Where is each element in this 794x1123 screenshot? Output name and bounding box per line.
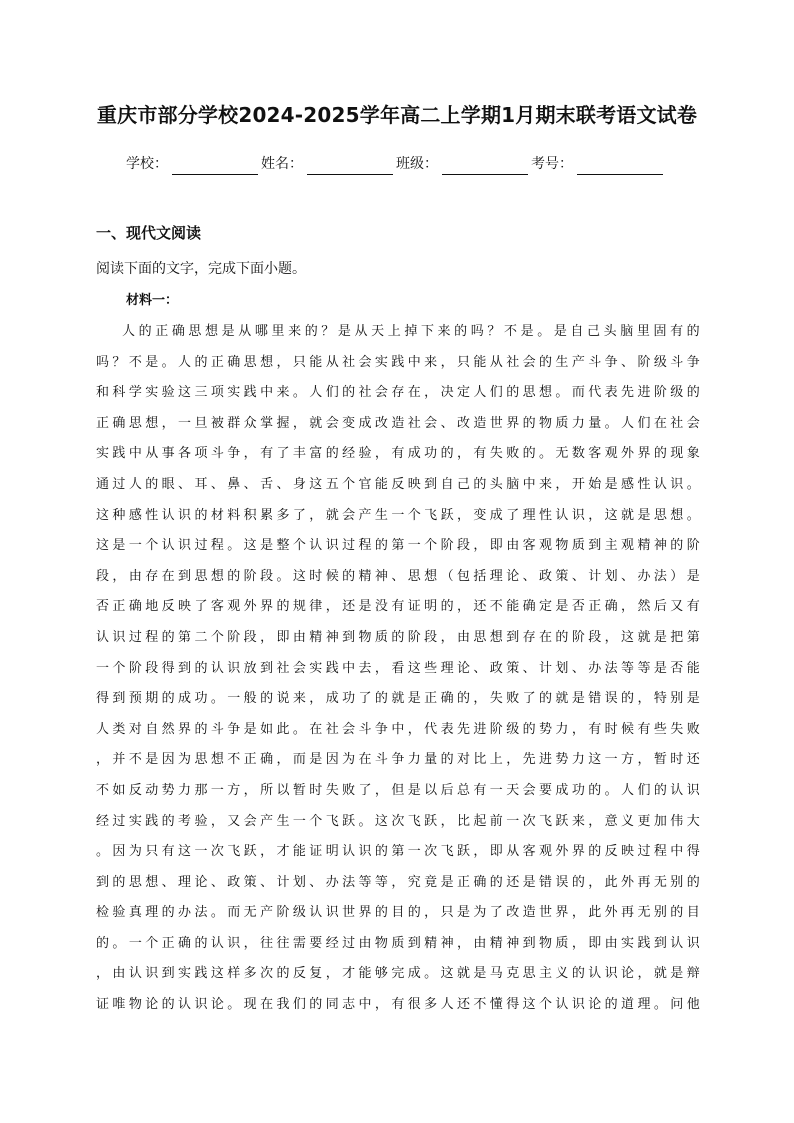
passage-line: 得到预期的成功。一般的说来，成功了的就是正确的，失败了的就是错误的，特别是: [96, 691, 700, 707]
class-label: 班级：: [396, 156, 438, 172]
page-title: 重庆市部分学校2024-2025学年高二上学期1月期末联考语文试卷: [96, 103, 698, 127]
passage-line: ，由认识到实践这样多次的反复，才能够完成。这就是马克思主义的认识论，就是辩: [96, 966, 700, 982]
passage-line: ，并不是因为思想不正确，而是因为在斗争力量的对比上，先进势力这一方，暂时还: [96, 752, 700, 768]
class-blank[interactable]: [442, 156, 528, 175]
exam-number-blank[interactable]: [577, 156, 663, 175]
reading-instruction: 阅读下面的文字，完成下面小题。: [96, 261, 306, 277]
passage-line: 经过实践的考验，又会产生一个飞跃。这次飞跃，比起前一次飞跃来，意义更加伟大: [96, 813, 700, 829]
passage-line: 证唯物论的认识论。现在我们的同志中，有很多人还不懂得这个认识论的道理。问他: [96, 997, 700, 1013]
school-field: [126, 153, 261, 175]
passage-line: 吗？不是。人的正确思想，只能从社会实践中来，只能从社会的生产斗争、阶级斗争: [96, 354, 700, 370]
passage-line: 人类对自然界的斗争是如此。在社会斗争中，代表先进阶级的势力，有时候有些失败: [96, 721, 700, 737]
name-label: 姓名：: [261, 156, 303, 172]
passage-line: 认识过程的第二个阶段，即由精神到物质的阶段，由思想到存在的阶段，这就是把第: [96, 629, 700, 645]
passage-line: 这是一个认识过程。这是整个认识过程的第一个阶段，即由客观物质到主观精神的阶: [96, 538, 700, 554]
section-heading: 一、现代文阅读: [96, 224, 202, 242]
name-field: [261, 153, 396, 175]
passage-line: 正确思想，一旦被群众掌握，就会变成改造社会、改造世界的物质力量。人们在社会: [96, 415, 700, 431]
passage-line: 到的思想、理论、政策、计划、办法等等，究竟是正确的还是错误的，此外再无别的: [96, 874, 700, 890]
passage-line: 否正确地反映了客观外界的规律，还是没有证明的，还不能确定是否正确，然后又有: [96, 599, 700, 615]
exam-number-field: [531, 153, 666, 175]
class-field: [396, 153, 531, 175]
name-blank[interactable]: [307, 156, 393, 175]
school-blank[interactable]: [172, 156, 258, 175]
passage-line: 段，由存在到思想的阶段。这时候的精神、思想（包括理论、政策、计划、办法）是: [96, 568, 700, 584]
student-info-row: [126, 153, 686, 175]
material-label: 材料一：: [126, 293, 179, 308]
passage-line: 通过人的眼、耳、鼻、舌、身这五个官能反映到自己的头脑中来，开始是感性认识。: [96, 476, 700, 492]
passage-line: 检验真理的办法。而无产阶级认识世界的目的，只是为了改造世界，此外再无别的目: [96, 905, 700, 921]
passage-line: 。因为只有这一次飞跃，才能证明认识的第一次飞跃，即从客观外界的反映过程中得: [96, 844, 700, 860]
passage-line: 一个阶段得到的认识放到社会实践中去，看这些理论、政策、计划、办法等等是否能: [96, 660, 700, 676]
passage-line: 这种感性认识的材料积累多了，就会产生一个飞跃，变成了理性认识，这就是思想。: [96, 507, 700, 523]
passage-line: 人的正确思想是从哪里来的？是从天上掉下来的吗？不是。是自己头脑里固有的: [122, 324, 700, 339]
passage-line: 和科学实验这三项实践中来。人们的社会存在，决定人们的思想。而代表先进阶级的: [96, 385, 700, 401]
passage-line: 不如反动势力那一方，所以暂时失败了，但是以后总有一天会要成功的。人们的认识: [96, 782, 700, 798]
passage-body: [96, 317, 700, 1021]
passage-line: 实践中从事各项斗争，有了丰富的经验，有成功的，有失败的。无数客观外界的现象: [96, 446, 700, 462]
school-label: 学校：: [126, 156, 168, 172]
exam-number-label: 考号：: [531, 156, 573, 172]
passage-line: 的。一个正确的认识，往往需要经过由物质到精神，由精神到物质，即由实践到认识: [96, 935, 700, 951]
